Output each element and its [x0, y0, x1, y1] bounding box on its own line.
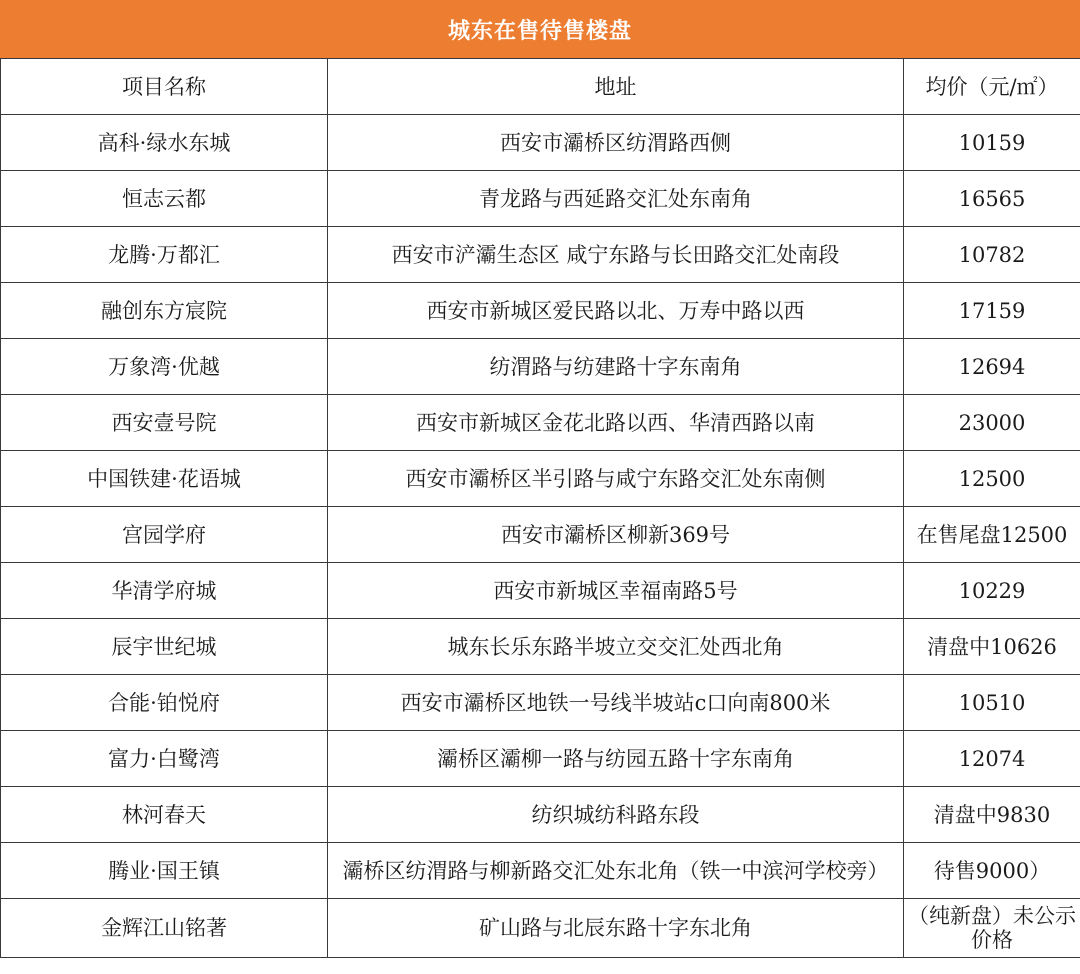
price-cell: 16565: [904, 171, 1080, 227]
table-row: [1, 787, 1080, 843]
project-name-cell: 西安壹号院: [1, 395, 328, 451]
price-cell: 23000: [904, 395, 1080, 451]
address-cell: 纺渭路与纺建路十字东南角: [328, 339, 904, 395]
price-cell: 清盘中9830: [904, 787, 1080, 843]
column-header-price: 均价（元/㎡）: [904, 59, 1080, 115]
price-cell: 17159: [904, 283, 1080, 339]
price-cell: 在售尾盘12500: [904, 507, 1080, 563]
address-cell: 灞桥区纺渭路与柳新路交汇处东北角（铁一中滨河学校旁）: [328, 843, 904, 899]
address-cell: 西安市灞桥区纺渭路西侧: [328, 115, 904, 171]
project-name-cell: 融创东方宸院: [1, 283, 328, 339]
address-cell: 西安市灞桥区半引路与咸宁东路交汇处东南侧: [328, 451, 904, 507]
price-cell: 10159: [904, 115, 1080, 171]
address-cell: 西安市灞桥区地铁一号线半坡站c口向南800米: [328, 675, 904, 731]
table-row: [1, 395, 1080, 451]
address-cell: 纺织城纺科路东段: [328, 787, 904, 843]
address-cell: 西安市新城区金花北路以西、华清西路以南: [328, 395, 904, 451]
table-row: [1, 619, 1080, 675]
price-cell: 10782: [904, 227, 1080, 283]
price-cell: 10510: [904, 675, 1080, 731]
address-cell: 灞桥区灞柳一路与纺园五路十字东南角: [328, 731, 904, 787]
column-header-address: 地址: [328, 59, 904, 115]
price-cell: 12074: [904, 731, 1080, 787]
address-cell: 西安市新城区幸福南路5号: [328, 563, 904, 619]
column-header-name: 项目名称: [1, 59, 328, 115]
price-cell: 待售9000）: [904, 843, 1080, 899]
project-name-cell: 合能·铂悦府: [1, 675, 328, 731]
address-cell: 矿山路与北辰东路十字东北角: [328, 899, 904, 958]
price-cell: （纯新盘）未公示价格: [904, 899, 1080, 958]
project-name-cell: 金辉江山铭著: [1, 899, 328, 958]
project-name-cell: 高科·绿水东城: [1, 115, 328, 171]
table-row: [1, 339, 1080, 395]
project-name-cell: 辰宇世纪城: [1, 619, 328, 675]
table-row: [1, 899, 1080, 958]
header-row: [1, 59, 1080, 115]
table-title: 城东在售待售楼盘: [0, 0, 1080, 58]
table-row: [1, 675, 1080, 731]
address-cell: 西安市浐灞生态区 咸宁东路与长田路交汇处南段: [328, 227, 904, 283]
price-cell: 清盘中10626: [904, 619, 1080, 675]
table-row: [1, 843, 1080, 899]
address-cell: 西安市灞桥区柳新369号: [328, 507, 904, 563]
price-cell: 10229: [904, 563, 1080, 619]
table-row: [1, 171, 1080, 227]
table-row: [1, 731, 1080, 787]
project-name-cell: 恒志云都: [1, 171, 328, 227]
table-row: [1, 115, 1080, 171]
project-name-cell: 林河春天: [1, 787, 328, 843]
project-name-cell: 万象湾·优越: [1, 339, 328, 395]
project-name-cell: 华清学府城: [1, 563, 328, 619]
property-listing-table: [0, 58, 1080, 958]
table-row: [1, 451, 1080, 507]
table-row: [1, 283, 1080, 339]
project-name-cell: 腾业·国王镇: [1, 843, 328, 899]
project-name-cell: 龙腾·万都汇: [1, 227, 328, 283]
project-name-cell: 宫园学府: [1, 507, 328, 563]
address-cell: 城东长乐东路半坡立交交汇处西北角: [328, 619, 904, 675]
table-row: [1, 563, 1080, 619]
project-name-cell: 中国铁建·花语城: [1, 451, 328, 507]
price-cell: 12500: [904, 451, 1080, 507]
address-cell: 西安市新城区爱民路以北、万寿中路以西: [328, 283, 904, 339]
project-name-cell: 富力·白鹭湾: [1, 731, 328, 787]
price-cell: 12694: [904, 339, 1080, 395]
address-cell: 青龙路与西延路交汇处东南角: [328, 171, 904, 227]
table-row: [1, 507, 1080, 563]
table-row: [1, 227, 1080, 283]
